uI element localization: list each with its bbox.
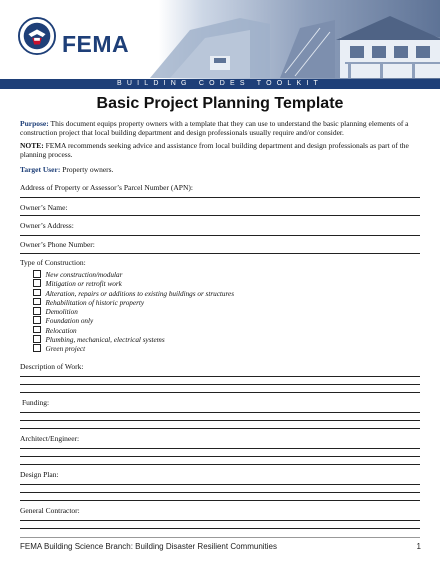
construction-option[interactable]: Mitigation or retrofit work	[33, 279, 234, 288]
construction-option[interactable]: Rehabilitation of historic property	[33, 298, 234, 307]
purpose-text: This document equips property owners with a template that they can use to understand the basic planning elements of a construction project that local building department and design professionals usually require and/or consider.	[20, 119, 409, 137]
checkbox[interactable]	[33, 298, 41, 306]
funding-label: Funding:	[22, 398, 50, 407]
note-label: NOTE:	[20, 141, 44, 150]
toolkit-banner: BUILDING CODES TOOLKIT	[0, 79, 440, 89]
checkbox[interactable]	[33, 344, 41, 352]
checkbox[interactable]	[33, 289, 41, 297]
owner-name-label: Owner’s Name:	[20, 203, 68, 212]
construction-option[interactable]: Relocation	[33, 326, 234, 335]
architect-line-1[interactable]	[20, 448, 420, 449]
architect-label: Architect/Engineer:	[20, 434, 80, 443]
design-plan-line-2[interactable]	[20, 492, 420, 493]
construction-option[interactable]: Plumbing, mechanical, electrical systems	[33, 335, 234, 344]
funding-line-1[interactable]	[20, 412, 420, 413]
construction-option[interactable]: Demolition	[33, 307, 234, 316]
checkbox[interactable]	[33, 279, 41, 287]
target-user-paragraph	[20, 166, 420, 175]
header-banner	[0, 0, 440, 80]
description-label: Description of Work:	[20, 362, 84, 371]
footer-divider	[20, 537, 420, 538]
contractor-line-2[interactable]	[20, 528, 420, 529]
owner-address-label: Owner’s Address:	[20, 221, 74, 230]
description-line-1[interactable]	[20, 376, 420, 377]
design-plan-line-3[interactable]	[20, 500, 420, 501]
note-text: FEMA recommends seeking advice and assistance from local building department and design professionals as part of the planning process.	[20, 141, 409, 159]
design-plan-label: Design Plan:	[20, 470, 59, 479]
purpose-label: Purpose:	[20, 119, 49, 128]
description-line-3[interactable]	[20, 392, 420, 393]
architect-line-3[interactable]	[20, 464, 420, 465]
page-number: 1	[416, 542, 421, 551]
design-plan-line-1[interactable]	[20, 484, 420, 485]
owner-phone-label: Owner’s Phone Number:	[20, 240, 95, 249]
funding-line-2[interactable]	[20, 420, 420, 421]
checkbox[interactable]	[33, 307, 41, 315]
funding-line-3[interactable]	[20, 428, 420, 429]
owner-address-line[interactable]	[20, 235, 420, 236]
construction-type-checklist	[33, 270, 234, 354]
page-title: Basic Project Planning Template	[96, 95, 344, 112]
checkbox[interactable]	[33, 326, 41, 334]
fema-logo-text: FEMA	[62, 31, 130, 57]
construction-option[interactable]: Alteration, repairs or additions to existing buildings or structures	[33, 289, 234, 298]
construction-option[interactable]: Foundation only	[33, 316, 234, 325]
construction-type-label: Type of Construction:	[20, 258, 86, 267]
contractor-label: General Contractor:	[20, 506, 80, 515]
target-user-text: Property owners.	[60, 165, 114, 174]
address-line-2[interactable]	[20, 215, 420, 216]
architect-line-2[interactable]	[20, 456, 420, 457]
note-paragraph	[20, 142, 420, 159]
construction-option[interactable]: New construction/modular	[33, 270, 234, 279]
description-line-2[interactable]	[20, 384, 420, 385]
checkbox[interactable]	[33, 316, 41, 324]
construction-option[interactable]: Green project	[33, 344, 234, 353]
checkbox[interactable]	[33, 335, 41, 343]
address-label: Address of Property or Assessor’s Parcel Number (APN):	[20, 183, 193, 192]
owner-phone-line[interactable]	[20, 253, 420, 254]
contractor-line-1[interactable]	[20, 520, 420, 521]
footer-text: FEMA Building Science Branch: Building Disaster Resilient Communities	[20, 542, 277, 551]
checkbox[interactable]	[33, 270, 41, 278]
target-user-label: Target User:	[20, 165, 61, 174]
purpose-paragraph	[20, 120, 420, 137]
dhs-seal-icon	[18, 17, 56, 55]
address-line-1[interactable]	[20, 197, 420, 198]
buildings-photo-icon	[150, 8, 440, 78]
